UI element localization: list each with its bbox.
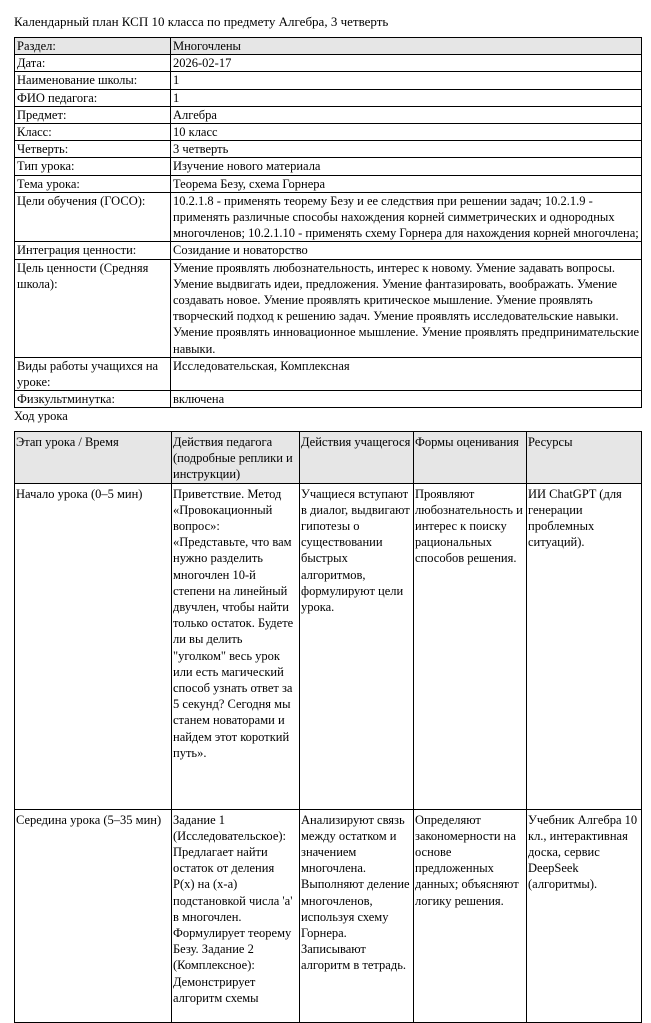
- info-row: [15, 175, 642, 192]
- info-value: 1: [171, 89, 642, 106]
- lesson-cell-resources: ИИ ChatGPT (для генерации проблемных ситуаций).: [527, 483, 642, 809]
- lesson-progress-table: [14, 431, 642, 1023]
- info-label: Цель ценности (Средняя школа):: [15, 259, 171, 357]
- info-label: ФИО педагога:: [15, 89, 171, 106]
- info-value: 2026-02-17: [171, 55, 642, 72]
- info-row: [15, 141, 642, 158]
- info-value: 1: [171, 72, 642, 89]
- info-label: Предмет:: [15, 106, 171, 123]
- lesson-column-header: Действия педагога (подробные реплики и инструкции): [172, 432, 300, 484]
- info-row: [15, 72, 642, 89]
- info-label: Наименование школы:: [15, 72, 171, 89]
- info-value: Умение проявлять любознательность, интерес к новому. Умение задавать вопросы. Умение выдвигать идеи, предложения. Умение фантазировать, воображать. Умение создавать новое. Умение проявлять критическое мышление. Умение проявлять творческий подход к решению задач. Умение проявлять исследовательские навыки. Умение проявлять инновационное мышление. Умение проявлять предпринимательские навыки.: [171, 259, 642, 357]
- lesson-column-header: Этап урока / Время: [15, 432, 172, 484]
- info-value: Созидание и новаторство: [171, 242, 642, 259]
- lesson-column-header: Действия учащегося: [300, 432, 414, 484]
- info-label: Цели обучения (ГОСО):: [15, 192, 171, 242]
- info-value: 10 класс: [171, 124, 642, 141]
- lesson-cell-stage: Начало урока (0–5 мин): [15, 483, 172, 809]
- lesson-progress-title: Ход урока: [14, 409, 68, 423]
- lesson-cell-student: Анализируют связь между остатком и значением многочлена. Выполняют деление многочленов, используя схему Горнера. Записывают алгоритм в тетрадь.: [300, 809, 414, 1022]
- lesson-cell-assessment: Проявляют любознательность и интерес к поиску рациональных способов решения.: [414, 483, 527, 809]
- info-row: [15, 391, 642, 408]
- info-value: Теорема Безу, схема Горнера: [171, 175, 642, 192]
- info-label: Класс:: [15, 124, 171, 141]
- info-row: [15, 38, 642, 55]
- info-row: [15, 158, 642, 175]
- lesson-info-table: [14, 37, 642, 408]
- info-label: Раздел:: [15, 38, 171, 55]
- info-label: Интеграция ценности:: [15, 242, 171, 259]
- info-row: [15, 192, 642, 242]
- info-label: Тема урока:: [15, 175, 171, 192]
- info-value: включена: [171, 391, 642, 408]
- info-label: Четверть:: [15, 141, 171, 158]
- info-value: Алгебра: [171, 106, 642, 123]
- lesson-header-row: [15, 432, 642, 484]
- lesson-cell-teacher: Задание 1 (Исследовательское): Предлагает найти остаток от деления P(x) на (x-a) подстановкой числа 'a' в многочлен. Формулирует теорему Безу. Задание 2 (Комплексное): Демонстрирует алгоритм схемы: [172, 809, 300, 1022]
- info-value: Изучение нового материала: [171, 158, 642, 175]
- info-label: Дата:: [15, 55, 171, 72]
- lesson-column-header: Ресурсы: [527, 432, 642, 484]
- info-row: [15, 259, 642, 357]
- lesson-row: [15, 483, 642, 809]
- page-title: Календарный план КСП 10 класса по предмету Алгебра, 3 четверть: [14, 14, 389, 29]
- info-row: [15, 106, 642, 123]
- lesson-cell-teacher: Приветствие. Метод «Провокационный вопрос»: «Представьте, что вам нужно разделить многочлен 10-й степени на линейный двучлен, чтобы найти только остаток. Будете ли вы делить "уголком" весь урок или есть магический способ узнать ответ за 5 секунд? Сегодня мы станем новаторами и найдем этот короткий путь».: [172, 483, 300, 809]
- lesson-row: [15, 809, 642, 1022]
- lesson-cell-stage: Середина урока (5–35 мин): [15, 809, 172, 1022]
- info-label: Тип урока:: [15, 158, 171, 175]
- info-value: 3 четверть: [171, 141, 642, 158]
- info-row: [15, 357, 642, 390]
- info-value: Многочлены: [171, 38, 642, 55]
- info-value: Исследовательская, Комплексная: [171, 357, 642, 390]
- info-row: [15, 55, 642, 72]
- lesson-cell-resources: Учебник Алгебра 10 кл., интерактивная доска, сервис DeepSeek (алгоритмы).: [527, 809, 642, 1022]
- info-value: 10.2.1.8 - применять теорему Безу и ее следствия при решении задач; 10.2.1.9 - применять различные способы нахождения корней симметрических и однородных многочленов; 10.2.1.10 - применять схему Горнера для нахождения корней многочлена;: [171, 192, 642, 242]
- info-row: [15, 124, 642, 141]
- info-label: Виды работы учащихся на уроке:: [15, 357, 171, 390]
- info-label: Физкультминутка:: [15, 391, 171, 408]
- lesson-cell-assessment: Определяют закономерности на основе предложенных данных; объясняют логику решения.: [414, 809, 527, 1022]
- info-row: [15, 89, 642, 106]
- lesson-column-header: Формы оценивания: [414, 432, 527, 484]
- info-row: [15, 242, 642, 259]
- lesson-cell-student: Учащиеся вступают в диалог, выдвигают гипотезы о существовании быстрых алгоритмов, формулируют цели урока.: [300, 483, 414, 809]
